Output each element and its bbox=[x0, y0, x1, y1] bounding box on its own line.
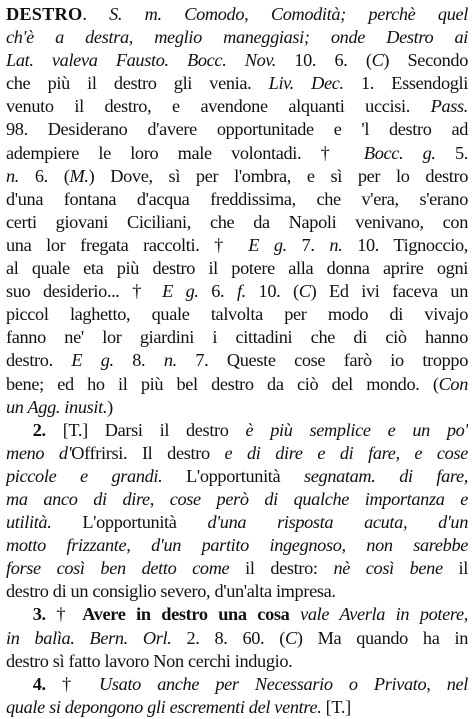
text-run: d'una fontana d'acqua freddissima, che v'era, s'erano bbox=[6, 188, 468, 209]
entry-line bbox=[6, 349, 468, 372]
italic-text: M. bbox=[69, 165, 89, 186]
text-run: certi giovani Ciciliani, che da Napoli venivano, con bbox=[6, 211, 468, 232]
sense-marker: Avere in destro una cosa bbox=[82, 604, 290, 625]
italic-text: E g. bbox=[162, 281, 199, 302]
entry-line bbox=[6, 442, 468, 465]
text-run: fanno ne' lor giardini i cittadini che di ciò hanno bbox=[6, 327, 468, 348]
text-run: ) Secondo bbox=[383, 50, 468, 71]
entry-line bbox=[6, 118, 468, 141]
italic-text: è più semplice e un po' bbox=[245, 419, 468, 440]
entry-line bbox=[6, 3, 468, 26]
italic-text: ch'è a destra, meglio maneggiasi; onde Destro ai bbox=[6, 27, 468, 48]
italic-text: ma anco di dire, cose però di qualche importanza e bbox=[6, 488, 468, 509]
text-run: [T.] bbox=[321, 696, 351, 717]
text-run: 6. ( bbox=[19, 165, 70, 186]
text-run: venuto il destro, e avendone alquanti uccisi. bbox=[6, 96, 431, 117]
entry-line bbox=[6, 627, 468, 650]
entry-line bbox=[6, 511, 468, 534]
entry-line bbox=[6, 257, 468, 280]
text-run: destro di un consiglio severo, d'un'alta impresa. bbox=[6, 581, 336, 602]
text-run: ) Ma quando ha in bbox=[296, 627, 468, 648]
italic-text: Liv. Dec. bbox=[268, 73, 344, 94]
text-run: ) Dove, sì per l'ombra, e sì per lo destro bbox=[88, 165, 468, 186]
entry-line bbox=[6, 465, 468, 488]
entry-line bbox=[6, 373, 468, 396]
entry-line bbox=[6, 211, 468, 234]
text-run: L'opportunità bbox=[162, 465, 304, 486]
text-run: 10. Tignoccio, bbox=[342, 234, 468, 255]
text-run: 6. bbox=[198, 281, 237, 302]
entry-line bbox=[6, 488, 468, 511]
italic-text: n. bbox=[329, 234, 343, 255]
entry-line bbox=[6, 234, 468, 257]
italic-text: Usato anche per Necessario o Privato, nel bbox=[99, 673, 468, 694]
italic-text: in balìa. Bern. Orl. bbox=[6, 627, 172, 648]
text-run: 10. 6. ( bbox=[276, 50, 372, 71]
italic-text: quale si depongono gli escrementi del ventre. bbox=[6, 696, 322, 717]
italic-text: C bbox=[371, 50, 384, 71]
italic-text: E g. bbox=[71, 350, 114, 371]
text-run: [T.] Darsi il destro bbox=[45, 419, 246, 440]
sense-marker: 3. bbox=[32, 604, 46, 625]
italic-text: vale Averla in potere, bbox=[300, 604, 468, 625]
text-run: il bbox=[442, 558, 468, 579]
entry-line bbox=[6, 188, 468, 211]
entry-line bbox=[6, 673, 468, 696]
italic-text: segnatam. di fare, bbox=[304, 465, 468, 486]
text-run: 7. bbox=[286, 234, 330, 255]
text-run: Offrirsi. Il destro bbox=[71, 442, 225, 463]
text-run: piccol laghetto, quale talvolta per modo di vivajo bbox=[6, 304, 468, 325]
text-run: 10. ( bbox=[245, 281, 299, 302]
text-run: il destro: bbox=[229, 558, 334, 579]
entry-line bbox=[6, 72, 468, 95]
text-run: una lor fregata raccolti. † bbox=[6, 234, 249, 255]
text-run: bene; ed ho il più bel destro da ciò del mondo. ( bbox=[6, 373, 439, 394]
italic-text: n. bbox=[6, 165, 20, 186]
entry-line bbox=[6, 49, 468, 72]
italic-text: motto frizzante, d'un partito ingegnoso, non sarebbe bbox=[6, 535, 468, 556]
italic-text: un Agg. inusit. bbox=[6, 396, 108, 417]
text-run: 2. 8. 60. ( bbox=[171, 627, 285, 648]
italic-text: S. m. Comodo, Comodità; perchè quel bbox=[109, 4, 468, 24]
text-run bbox=[6, 420, 33, 440]
entry-line bbox=[6, 26, 468, 49]
italic-text: Pass. bbox=[430, 96, 468, 117]
entry-line bbox=[6, 142, 468, 165]
text-run: 5. bbox=[435, 142, 468, 163]
text-run bbox=[6, 604, 33, 624]
italic-text: e di dire e di fare, e cose bbox=[224, 442, 468, 463]
entry-line bbox=[6, 165, 468, 188]
italic-text: n. bbox=[163, 350, 177, 371]
text-run: 8. bbox=[113, 350, 164, 371]
text-run: † bbox=[45, 604, 83, 625]
entry-line bbox=[6, 603, 468, 626]
text-run bbox=[289, 604, 300, 624]
entry-line bbox=[6, 303, 468, 326]
entry-line bbox=[6, 650, 468, 673]
italic-text: C bbox=[298, 281, 311, 302]
italic-text: Con bbox=[438, 373, 468, 394]
italic-text: f. bbox=[236, 281, 246, 302]
entry-line bbox=[6, 696, 468, 719]
italic-text: Bocc. g. bbox=[363, 142, 436, 163]
text-run: adempiere le loro male volontadi. † bbox=[6, 142, 364, 163]
italic-text: utilità. bbox=[6, 512, 52, 533]
italic-text: d'una risposta acuta, d'un bbox=[207, 512, 468, 533]
text-run: 98. Desiderano d'avere opportunitade e 'l destro ad bbox=[6, 119, 468, 140]
text-run: destro. bbox=[6, 350, 72, 371]
italic-text: nè così bene bbox=[333, 558, 443, 579]
sense-marker: 4. bbox=[32, 673, 46, 694]
text-run bbox=[6, 674, 33, 694]
entry-line bbox=[6, 557, 468, 580]
text-run: destro sì fatto lavoro Non cerchi indugio. bbox=[6, 650, 293, 671]
text-run: al quale eta più destro il potere alla donna aprire ogni bbox=[6, 258, 468, 279]
text-run: . bbox=[82, 4, 110, 24]
text-run: ) bbox=[107, 396, 113, 417]
text-run: 7. Queste cose farò io troppo bbox=[176, 350, 468, 371]
italic-text: piccole e grandi. bbox=[6, 465, 163, 486]
entry-line bbox=[6, 419, 468, 442]
entry-line bbox=[6, 580, 468, 603]
text-run: che più il destro gli venia. bbox=[6, 73, 269, 94]
text-run: † bbox=[45, 673, 100, 694]
text-run: L'opportunità bbox=[51, 512, 208, 533]
text-run: suo desiderio... † bbox=[6, 281, 163, 302]
headword: DESTRO bbox=[6, 4, 83, 24]
sense-marker: 2. bbox=[32, 419, 46, 440]
italic-text: meno d' bbox=[6, 442, 72, 463]
entry-line bbox=[6, 534, 468, 557]
italic-text: C bbox=[285, 627, 297, 648]
italic-text: forse così ben detto come bbox=[6, 558, 230, 579]
text-run: ) Ed ivi faceva un bbox=[310, 281, 468, 302]
entry-line bbox=[6, 396, 468, 419]
entry-line bbox=[6, 280, 468, 303]
text-run: 1. Essendogli bbox=[343, 73, 468, 94]
entry-line bbox=[6, 95, 468, 118]
italic-text: E g. bbox=[248, 234, 287, 255]
entry-line bbox=[6, 326, 468, 349]
italic-text: Lat. valeva Fausto. Bocc. Nov. bbox=[6, 50, 277, 71]
